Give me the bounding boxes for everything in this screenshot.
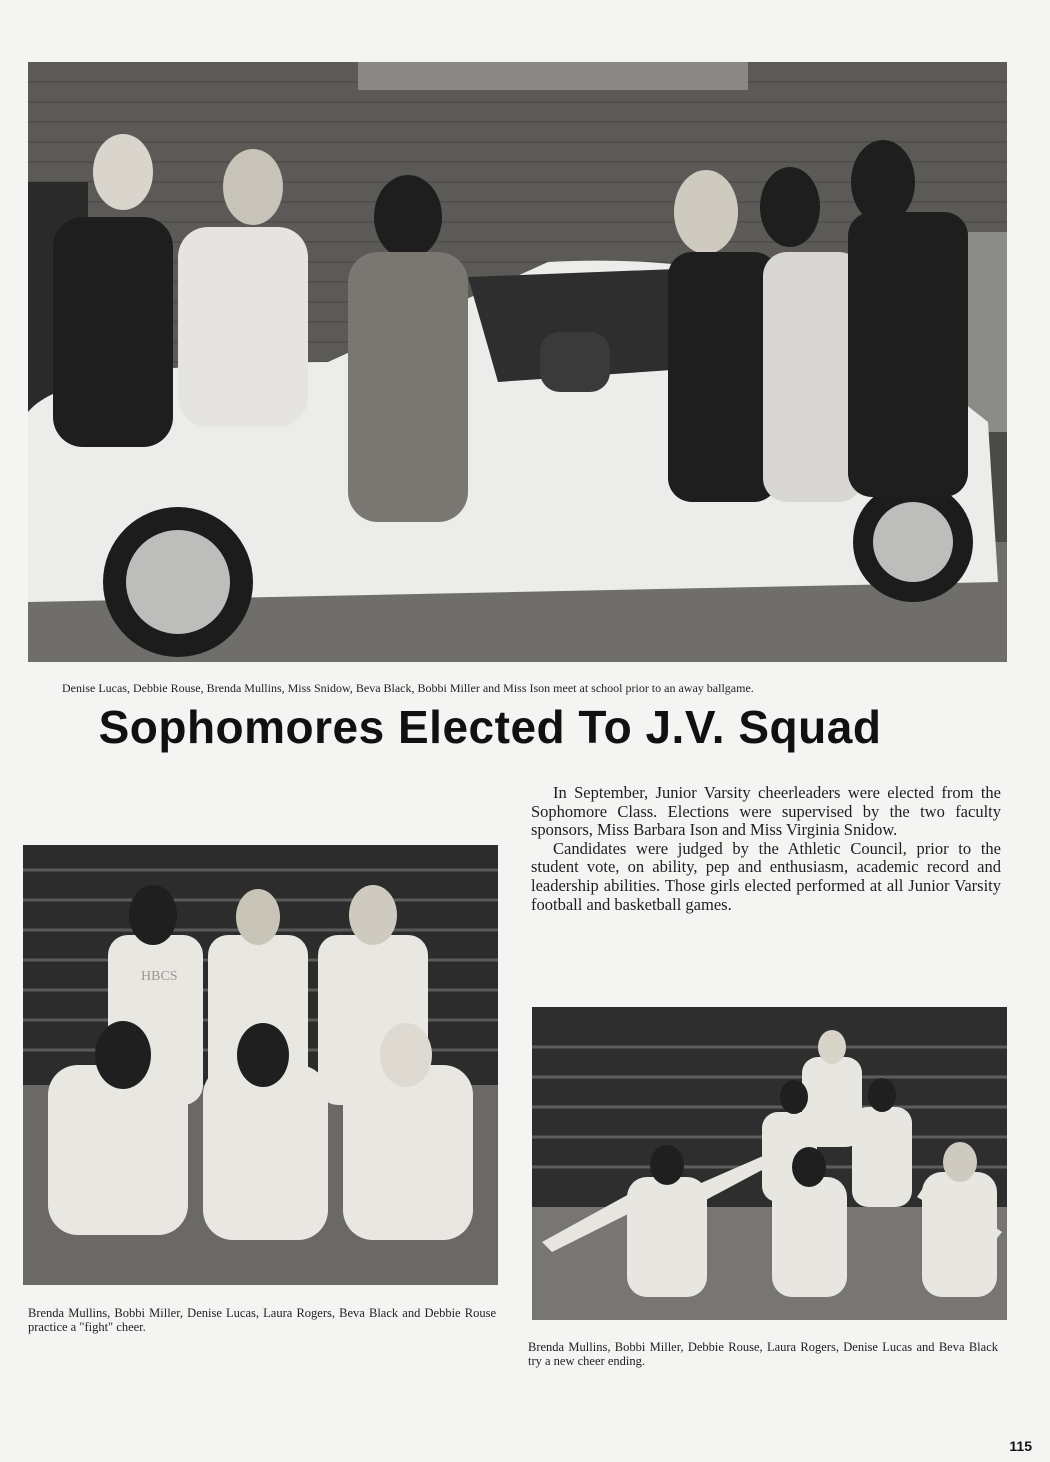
photo-cheer-ending-image: [532, 1007, 1007, 1320]
article-paragraph: Candidates were judged by the Athletic Council, prior to the student vote, on ability, pep and enthusiasm, academic record and leadership abilities. Those girls elected performed at all Junior Varsity football and basketball games.: [531, 838, 1001, 914]
article-body: [531, 784, 1001, 914]
bottom-right-photo-caption: Brenda Mullins, Bobbi Miller, Debbie Rouse, Laura Rogers, Denise Lucas and Beva Black try a new cheer ending.: [528, 1340, 998, 1368]
page-number: 115: [1009, 1438, 1032, 1454]
bottom-left-photo-caption: Brenda Mullins, Bobbi Miller, Denise Lucas, Laura Rogers, Beva Black and Debbie Rouse practice a "fight" cheer.: [28, 1306, 496, 1334]
photo-group-with-car: [28, 62, 1007, 662]
photo-cheer-ending: [532, 1007, 1007, 1320]
page-headline: Sophomores Elected To J.V. Squad: [98, 701, 882, 753]
photo-group-with-car-image: [28, 62, 1007, 662]
article-paragraph: In September, Junior Varsity cheerleaders were elected from the Sophomore Class. Elections were supervised by the two faculty sponsors, Miss Barbara Ison and Miss Virginia Snidow.: [531, 783, 1001, 840]
sweater-monogram: HBCS: [141, 969, 178, 984]
photo-fight-cheer-image: [23, 845, 498, 1285]
photo-fight-cheer: [23, 845, 498, 1285]
top-photo-caption: Denise Lucas, Debbie Rouse, Brenda Mullins, Miss Snidow, Beva Black, Bobbi Miller and Miss Ison meet at school prior to an away ballgame.: [62, 681, 754, 695]
